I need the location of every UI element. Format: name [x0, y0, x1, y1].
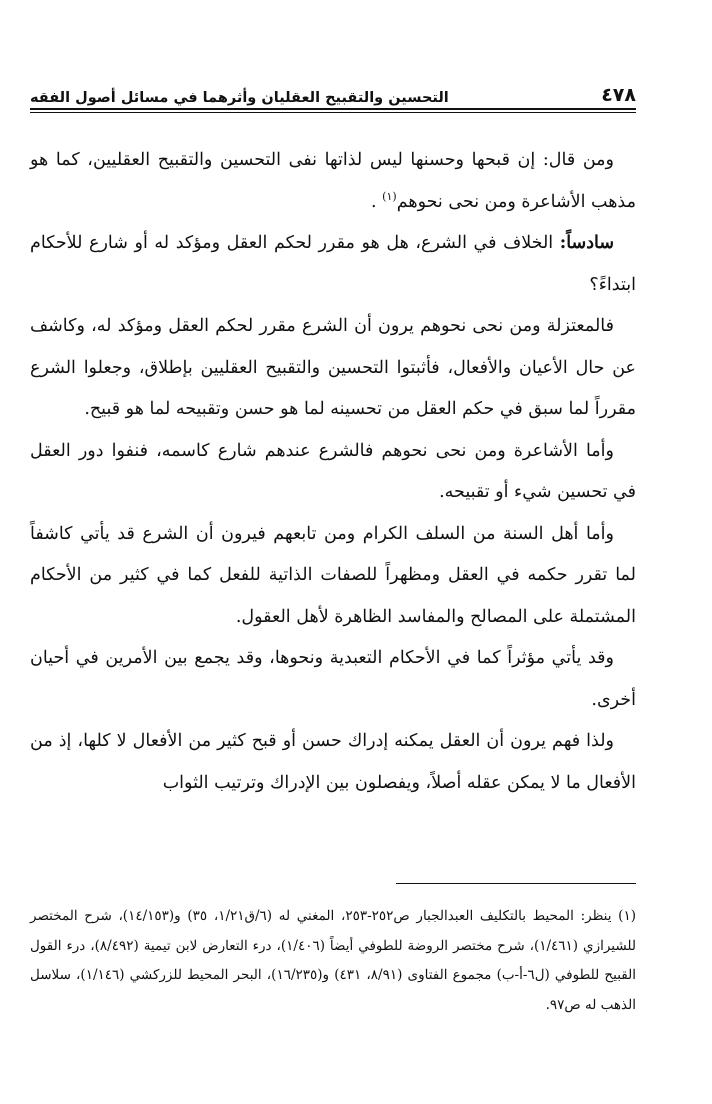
paragraph-text: وقد يأتي مؤثراً كما في الأحكام التعبدية ونحوها، وقد يجمع بين الأمرين في أحيان أخرى. [30, 648, 636, 710]
paragraph-text: ومن قال: إن قبحها وحسنها ليس لذاتها نفى التحسين والتقبيح العقليين، كما هو مذهب الأشاعرة ومن نحى نحوهم [30, 150, 636, 212]
footnote: (١) ينظر: المحيط بالتكليف العبدالجبار ص٢٥٢-٢٥٣، المغني له (٦/ق١/٢١، ٣٥) و(١٤/١٥٣)، شرح المختصر للشيرازي (١/٤٦١)، شرح مختصر الروضة للطوفي أيضاً (١/٤٠٦)، درء التعارض لابن تيمية (٨/٤٩٢)، درء القول القبيح للطوفي (ل٦-أ-ب) مجموع الفتاوى (٨/٩١، ٤٣١) و(١٦/٢٣٥)، البحر المحيط للزركشي (١/١٤٦)، سلاسل الذهب له ص٩٧. [30, 908, 636, 1013]
paragraph-text: وأما الأشاعرة ومن نحى نحوهم فالشرع عندهم شارع كاسمه، فنفوا دور العقل في تحسين شيء أو تقبيحه. [30, 440, 636, 502]
paragraph-tail: . [371, 191, 383, 212]
footnotes [30, 902, 636, 1020]
paragraph [30, 140, 636, 223]
paragraph-text: ولذا فهم يرون أن العقل يمكنه إدراك حسن أو قبح كثير من الأفعال لا كلها، إذ من الأفعال ما لا يمكن عقله أصلاً، ويفصلون بين الإدراك وترتيب الثواب [30, 731, 636, 793]
paragraph-text: وأما أهل السنة من السلف الكرام ومن تابعهم فيرون أن الشرع قد يأتي كاشفاً لما تقرر حكمه في العقل ومظهراً للصفات الذاتية للفعل كما في كثير من الأحكام المشتملة على المصالح والمفاسد الظاهرة لأهل العقول. [30, 523, 636, 627]
paragraph-text: الخلاف في الشرع، هل هو مقرر لحكم العقل ومؤكد له أو شارع للأحكام ابتداءً؟ [30, 233, 636, 295]
header-rule-thin [30, 112, 636, 113]
page-number: ٤٧٨ [601, 84, 636, 106]
body-text [30, 140, 636, 804]
paragraph-lead: سادساً: [559, 233, 614, 253]
page-header [30, 74, 636, 106]
paragraph [30, 721, 636, 804]
paragraph-text: فالمعتزلة ومن نحى نحوهم يرون أن الشرع مقرر لحكم العقل ومؤكد له، وكاشف عن حال الأعيان والأفعال، فأثبتوا التحسين والتقبيح العقليين بإطلاق، وجعلوا الشرع مقرراً لما سبق في حكم العقل من تحسينه لما هو حسن وتقبيحه لما هو قبيح. [30, 316, 636, 419]
footnote-reference[interactable]: (١) [382, 189, 397, 203]
paragraph [30, 223, 636, 306]
paragraph [30, 514, 636, 639]
header-rule [30, 108, 636, 110]
footnote-separator [396, 883, 636, 884]
paragraph [30, 638, 636, 721]
running-title: التحسين والتقبيح العقليان وأثرهما في مسائل أصول الفقه [30, 90, 449, 106]
paragraph [30, 306, 636, 431]
paragraph [30, 431, 636, 514]
